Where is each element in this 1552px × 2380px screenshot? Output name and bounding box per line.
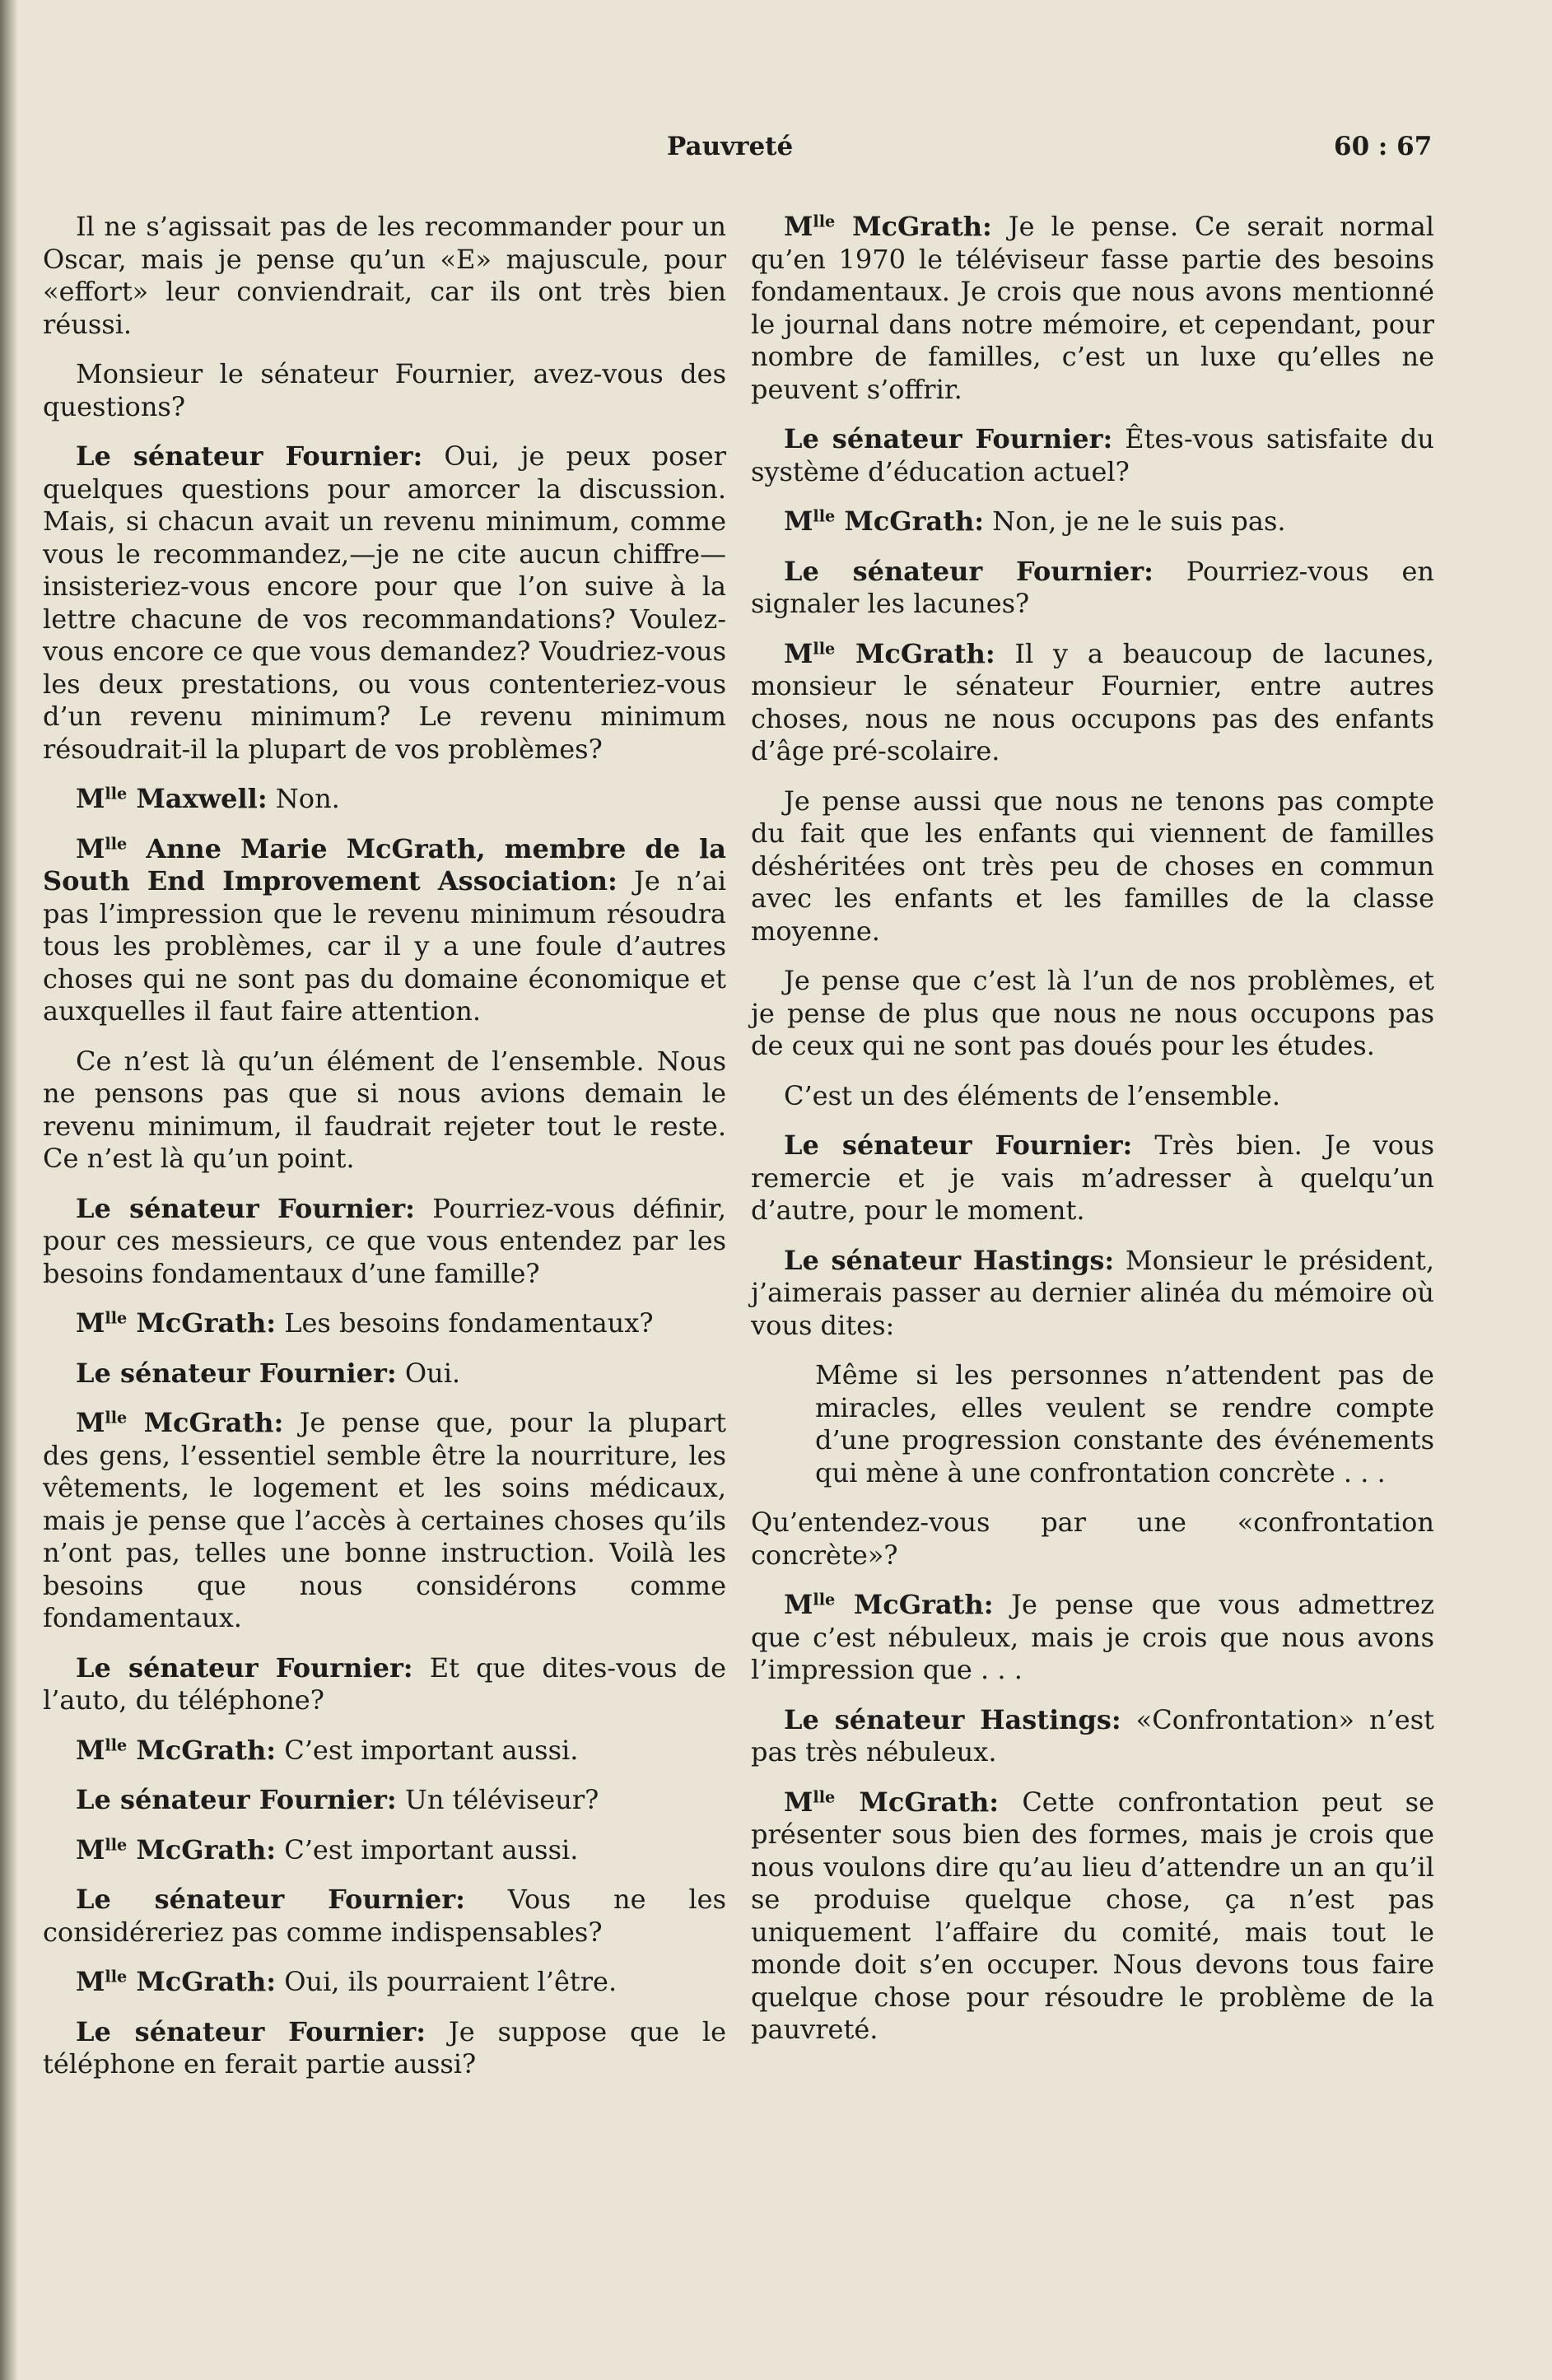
page-number: 60 : 67 — [1334, 132, 1433, 161]
speaker-label: Anne Marie McGrath, membre de la South End Improvement Association: — [43, 832, 727, 897]
speaker-label: Le sénateur Fournier: — [784, 1129, 1133, 1161]
speaker-name — [784, 638, 995, 669]
speaker-title-prefix: M — [76, 1966, 105, 1997]
right-column — [751, 211, 1434, 2064]
speaker-title-superscript: lle — [813, 1590, 836, 1609]
paragraph-text: Je pense aussi que nous ne tenons pas compte du fait que les enfants qui viennent de familles déshéritées ont très peu de choses en commun avec les enfants et les familles de la classe moyenne. — [751, 785, 1434, 947]
speaker-name — [784, 1129, 1132, 1161]
speaker-label: McGrath: — [852, 211, 992, 242]
paragraph-text: Êtes-vous satisfaite du système d’éducation actuel? — [751, 423, 1434, 487]
paragraph-text: Les besoins fondamentaux? — [284, 1307, 654, 1339]
speaker-label: Le sénateur Fournier: — [784, 423, 1113, 454]
paragraph-text: Très bien. Je vous remercie et je vais m’adresser à quelqu’un d’autre, pour le moment. — [751, 1129, 1434, 1226]
speaker-title-superscript: lle — [105, 1834, 128, 1854]
speaker-title-prefix: M — [76, 1734, 105, 1766]
paragraph-text: Je suppose que le téléphone en ferait partie aussi? — [43, 2015, 727, 2080]
paragraph-text: Oui, ils pourraient l’être. — [284, 1966, 618, 1997]
paragraph — [815, 1359, 1434, 1489]
speaker-label: McGrath: — [136, 1966, 277, 1997]
speaker-label: Le sénateur Fournier: — [76, 440, 423, 472]
paragraph — [43, 2016, 726, 2081]
left-column — [43, 211, 726, 2098]
paragraph — [43, 1193, 726, 1291]
paragraph — [751, 1080, 1434, 1113]
paragraph-text: Pourriez-vous en signaler les lacunes? — [751, 555, 1435, 619]
speaker-name — [76, 783, 268, 814]
paragraph-text: Cette confrontation peut se présenter sous bien des formes, mais je crois que nous voulons dire qu’au lieu d’attendre un an qu’il se produise quelque chose, ça n’est pas uniquement l’affaire du comité, mais tout le monde doit s’en occuper. Nous devons tous faire quelque chose pour résoudre le problème de la pauvreté. — [751, 1786, 1435, 2045]
paragraph-text: Pourriez-vous définir, pour ces messieurs, ce que vous entendez par les besoins fondamentaux d’une famille? — [43, 1192, 726, 1289]
speaker-name — [76, 1784, 397, 1815]
speaker-title-superscript: lle — [813, 212, 836, 231]
speaker-title-superscript: lle — [105, 784, 128, 803]
paragraph — [43, 1307, 726, 1340]
speaker-title-prefix: M — [76, 832, 105, 864]
paragraph-text: Qu’entendez-vous par une «confrontation concrète»? — [751, 1507, 1434, 1571]
paragraph — [43, 1652, 726, 1717]
speaker-label: Le sénateur Fournier: — [76, 1784, 397, 1815]
speaker-label: Maxwell: — [136, 783, 268, 814]
paragraph-text: Et que dites-vous de l’auto, du téléphone? — [43, 1651, 727, 1716]
paragraph-text: Même si les personnes n’attendent pas de miracles, elles veulent se rendre compte d’une progression constante des événements qui mène à une confrontation concrète . . . — [815, 1359, 1434, 1488]
speaker-title-superscript: lle — [813, 1786, 836, 1806]
speaker-label: Le sénateur Fournier: — [784, 555, 1154, 587]
speaker-label: McGrath: — [136, 1734, 277, 1766]
paragraph-text: C’est un des éléments de l’ensemble. — [784, 1079, 1280, 1111]
speaker-title-superscript: lle — [105, 1408, 128, 1428]
speaker-label: Le sénateur Fournier: — [76, 1884, 465, 1915]
paragraph — [43, 1834, 726, 1867]
paragraph-text: Un téléviseur? — [404, 1784, 599, 1815]
speaker-title-superscript: lle — [813, 506, 836, 526]
paragraph — [751, 423, 1434, 488]
speaker-name — [784, 505, 984, 537]
speaker-label: Le sénateur Hastings: — [784, 1703, 1121, 1735]
speaker-title-prefix: M — [784, 637, 813, 669]
speaker-title-superscript: lle — [813, 638, 836, 658]
paragraph-text: Il y a beaucoup de lacunes, monsieur le sénateur Fournier, entre autres choses, nous ne nous occupons pas des enfants d’âge pré-scolaire. — [751, 637, 1435, 766]
paragraph — [751, 1507, 1434, 1572]
speaker-title-prefix: M — [76, 1833, 105, 1865]
paragraph — [43, 1966, 726, 1999]
paragraph — [43, 1046, 726, 1176]
speaker-label: Le sénateur Fournier: — [76, 1651, 413, 1684]
speaker-name — [43, 833, 726, 897]
paragraph — [751, 1129, 1434, 1227]
paragraph-text: Monsieur le sénateur Fournier, avez-vous des questions? — [43, 358, 726, 422]
speaker-label: McGrath: — [855, 637, 995, 669]
paragraph-text: Ce n’est là qu’un élément de l’ensemble. Nous ne pensons pas que si nous avions demain le revenu minimum, il faudrait rejeter tout le reste. Ce n’est là qu’un point. — [43, 1045, 726, 1174]
page-binding-edge — [0, 0, 18, 2380]
speaker-label: Le sénateur Fournier: — [76, 2015, 426, 2047]
speaker-name — [76, 1193, 415, 1224]
speaker-name — [784, 1786, 999, 1818]
speaker-label: McGrath: — [859, 1786, 1000, 1818]
speaker-name — [784, 1589, 994, 1620]
speaker-label: McGrath: — [143, 1407, 284, 1438]
paragraph-text: Oui, je peux poser quelques questions pour amorcer la discussion. Mais, si chacun avait un revenu minimum, comme vous le recommandez,—je ne cite aucun chiffre—insisteriez-vous encore pour que l’on suive à la lettre chacune de vos recommandations? Voulez-vous encore ce que vous demandez? Voudriez-vous les deux prestations, ou vous contenteriez-vous d’un revenu minimum? Le revenu minimum résoudrait-il la plupart de vos problèmes? — [43, 440, 727, 765]
paragraph-text: Monsieur le président, j’aimerais passer au dernier alinéa du mémoire où vous dites: — [751, 1244, 1435, 1341]
paragraph-text: Vous ne les considéreriez pas comme indispensables? — [43, 1884, 726, 1948]
speaker-title-prefix: M — [76, 1407, 105, 1438]
speaker-name — [76, 1884, 465, 1915]
paragraph-text: Je n’ai pas l’impression que le revenu minimum résoudra tous les problèmes, car il y a une foule d’autres choses qui ne sont pas du domaine économique et auxquelles il faut faire attention. — [43, 865, 727, 1027]
speaker-name — [784, 211, 992, 242]
paragraph — [43, 1784, 726, 1817]
speaker-title-prefix: M — [784, 1589, 813, 1620]
paragraph — [751, 505, 1434, 538]
speaker-name — [76, 1966, 276, 1997]
paragraph — [751, 1704, 1434, 1769]
paragraph — [43, 833, 726, 1028]
paragraph — [751, 965, 1434, 1063]
paragraph-text: Non, je ne le suis pas. — [992, 505, 1286, 537]
paragraph-text: Je le pense. Ce serait normal qu’en 1970 le téléviseur fasse partie des besoins fondamentaux. Je crois que nous avons mentionné le journal dans notre mémoire, et cependant, pour nombre de familles, c’est un luxe qu’elles ne peuvent s’offrir. — [751, 211, 1435, 405]
speaker-title-superscript: lle — [105, 833, 128, 853]
speaker-title-superscript: lle — [105, 1967, 128, 1986]
running-title: Pauvreté — [667, 132, 794, 161]
speaker-title-prefix: M — [76, 783, 105, 814]
speaker-title-prefix: M — [784, 211, 813, 242]
speaker-title-prefix: M — [784, 505, 813, 537]
speaker-title-prefix: M — [784, 1786, 813, 1818]
paragraph — [43, 358, 726, 423]
speaker-name — [76, 1358, 397, 1389]
speaker-label: Le sénateur Fournier: — [76, 1357, 397, 1389]
speaker-label: McGrath: — [136, 1307, 277, 1339]
paragraph — [43, 1407, 726, 1635]
speaker-title-superscript: lle — [105, 1308, 128, 1328]
speaker-name — [784, 423, 1112, 454]
speaker-label: McGrath: — [853, 1589, 994, 1620]
paragraph — [43, 440, 726, 766]
speaker-title-prefix: M — [76, 1307, 105, 1339]
paragraph — [43, 1358, 726, 1390]
page-header — [0, 132, 1552, 173]
paragraph — [751, 1589, 1434, 1687]
paragraph-text: C’est important aussi. — [284, 1734, 579, 1766]
speaker-label: Le sénateur Fournier: — [76, 1192, 415, 1224]
speaker-name — [784, 1245, 1114, 1276]
paragraph — [751, 211, 1434, 406]
paragraph — [751, 638, 1434, 768]
paragraph-text: Je pense que vous admettrez que c’est nébuleux, mais je crois que nous avons l’impression que . . . — [751, 1589, 1435, 1685]
speaker-title-superscript: lle — [105, 1735, 128, 1754]
speaker-name — [76, 1307, 276, 1339]
paragraph — [751, 1245, 1434, 1343]
paragraph — [43, 211, 726, 341]
paragraph — [43, 783, 726, 816]
speaker-name — [76, 440, 422, 472]
speaker-label: McGrath: — [844, 505, 985, 537]
speaker-name — [76, 1652, 413, 1684]
paragraph — [751, 1786, 1434, 2047]
paragraph — [751, 785, 1434, 948]
speaker-name — [76, 1407, 283, 1438]
paragraph-text: Je pense que, pour la plupart des gens, l’essentiel semble être la nourriture, les vêtements, le logement et les soins médicaux, mais je pense que l’accès à certaines choses qu’ils n’ont pas, telles une bonne instruction. Voilà les besoins que nous considérons comme fondamentaux. — [43, 1407, 727, 1633]
paragraph-text: «Confrontation» n’est pas très nébuleux. — [751, 1703, 1435, 1768]
speaker-name — [784, 556, 1154, 587]
speaker-name — [784, 1704, 1121, 1735]
speaker-label: Le sénateur Hastings: — [784, 1244, 1115, 1276]
paragraph-text: Non. — [275, 783, 340, 814]
paragraph-text: Je pense que c’est là l’un de nos problèmes, et je pense de plus que nous ne nous occupons pas de ceux qui ne sont pas doués pour les études. — [751, 965, 1434, 1061]
paragraph-text: Oui. — [404, 1357, 461, 1389]
paragraph-text: C’est important aussi. — [284, 1833, 579, 1865]
paragraph — [43, 1735, 726, 1768]
paragraph-text: Il ne s’agissait pas de les recommander pour un Oscar, mais je pense qu’un «E» majuscule, pour «effort» leur conviendrait, car ils ont très bien réussi. — [43, 211, 726, 340]
speaker-name — [76, 1735, 276, 1766]
speaker-name — [76, 2016, 426, 2047]
speaker-name — [76, 1834, 276, 1865]
paragraph — [751, 556, 1434, 621]
paragraph — [43, 1884, 726, 1949]
speaker-label: McGrath: — [136, 1833, 277, 1865]
